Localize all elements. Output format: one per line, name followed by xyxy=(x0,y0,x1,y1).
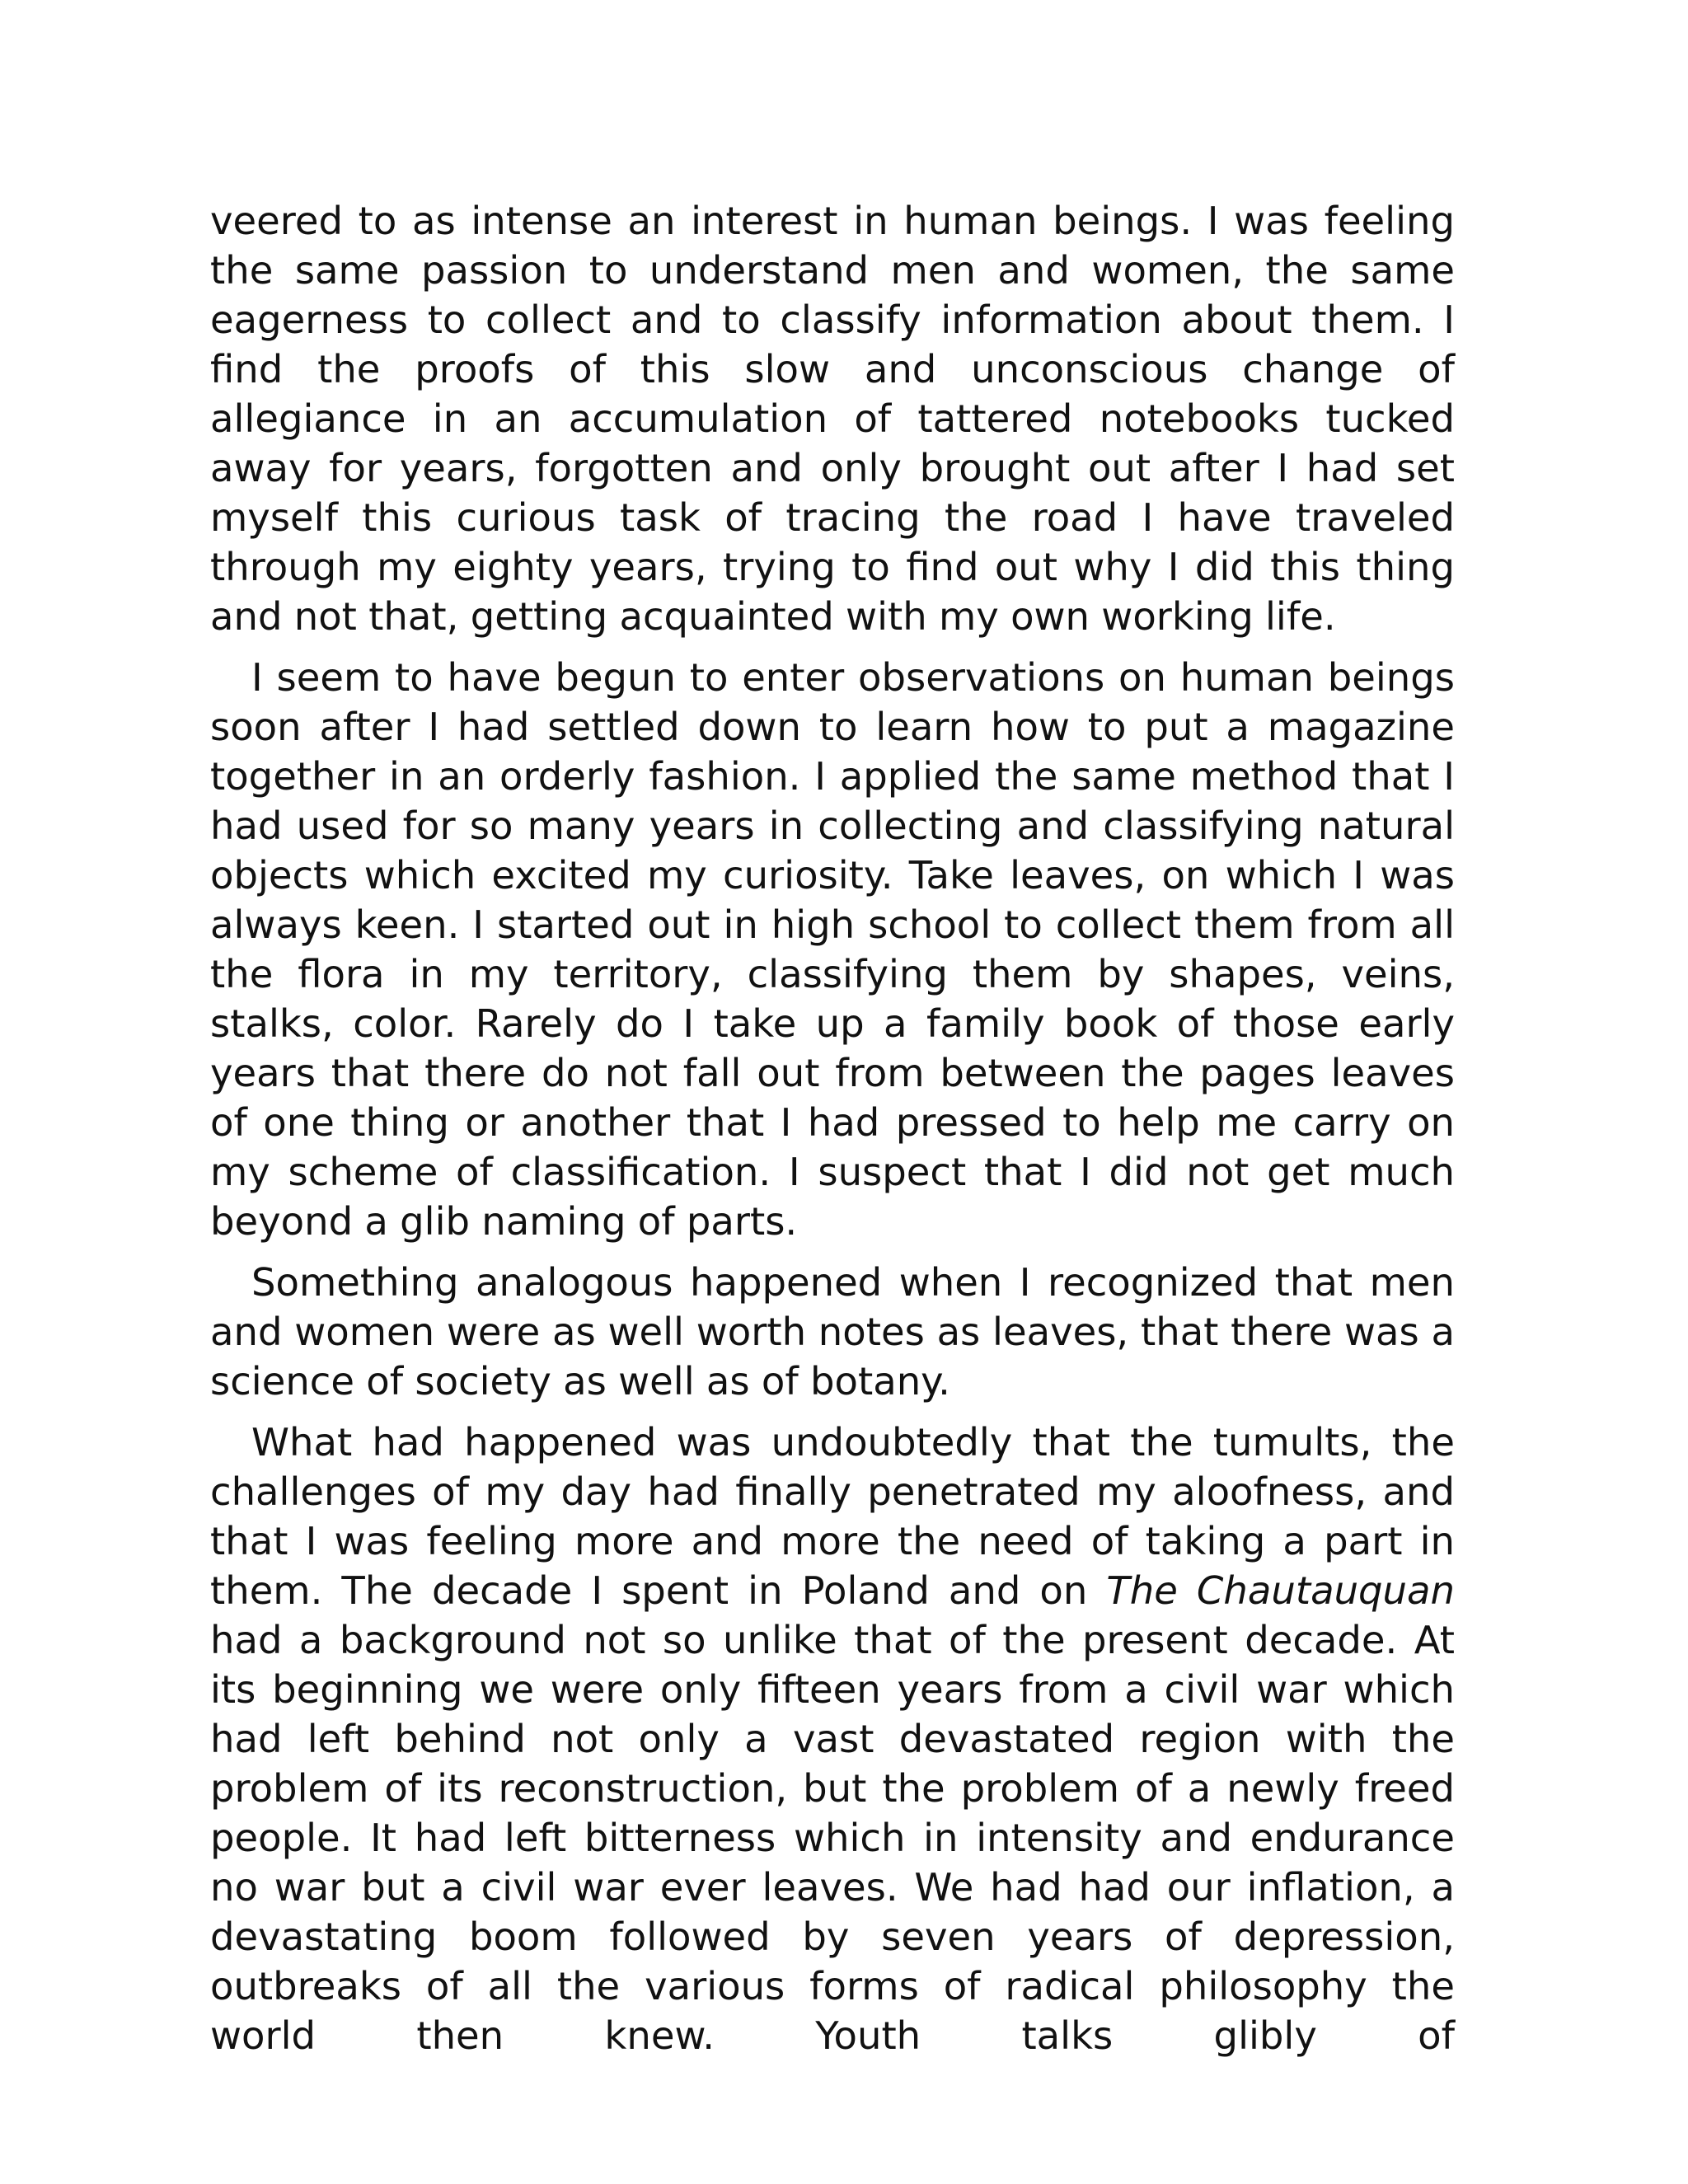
paragraph-3: Something analogous happened when I recognized that men and women were as well worth notes as leaves, that there was a science of society as well as of botany. xyxy=(210,1260,1455,1404)
paragraph-1: veered to as intense an interest in human beings. I was feeling the same passion to understand men and women, the same eagerness to collect and to classify information about them. I find the proofs of this slow and unconscious change of allegiance in an accumulation of tattered notebooks tucked away for years, forgotten and only brought out after I had set myself this curious task of tracing the road I have traveled through my eighty years, trying to find out why I did this thing and not that, getting acquainted with my own working life. xyxy=(210,199,1455,639)
document-page xyxy=(210,196,1455,2072)
magazine-title: The Chautauquan xyxy=(1106,1568,1455,1613)
paragraph-4 xyxy=(210,1418,1455,2060)
paragraph-4-text-after: had a background not so unlike that of the present decade. At its beginning we were only fifteen years from a civil war which had left behind not only a vast devastated region with the problem of its reconstruction, but the problem of a newly freed people. It had left bitterness which in intensity and endurance no war but a civil war ever leaves. We had had our inflation, a devastating boom followed by seven years of depression, outbreaks of all the various forms of radical philosophy the world then knew. Youth talks glibly of xyxy=(210,1618,1455,2058)
paragraph-4-text-before: What had happened was undoubtedly that the tumults, the challenges of my day had finally penetrated my aloofness, and that I was feeling more and more the need of taking a part in them. The decade I spent in Poland and on xyxy=(210,1420,1455,1613)
paragraph-2: I seem to have begun to enter observations on human beings soon after I had settled down to learn how to put a magazine together in an orderly fashion. I applied the same method that I had used for so many years in collecting and classifying natural objects which excited my curiosity. Take leaves, on which I was always keen. I started out in high school to collect them from all the flora in my territory, classifying them by shapes, veins, stalks, color. Rarely do I take up a family book of those early years that there do not fall out from between the pages leaves of one thing or another that I had pressed to help me carry on my scheme of classification. I suspect that I did not get much beyond a glib naming of parts. xyxy=(210,655,1455,1244)
